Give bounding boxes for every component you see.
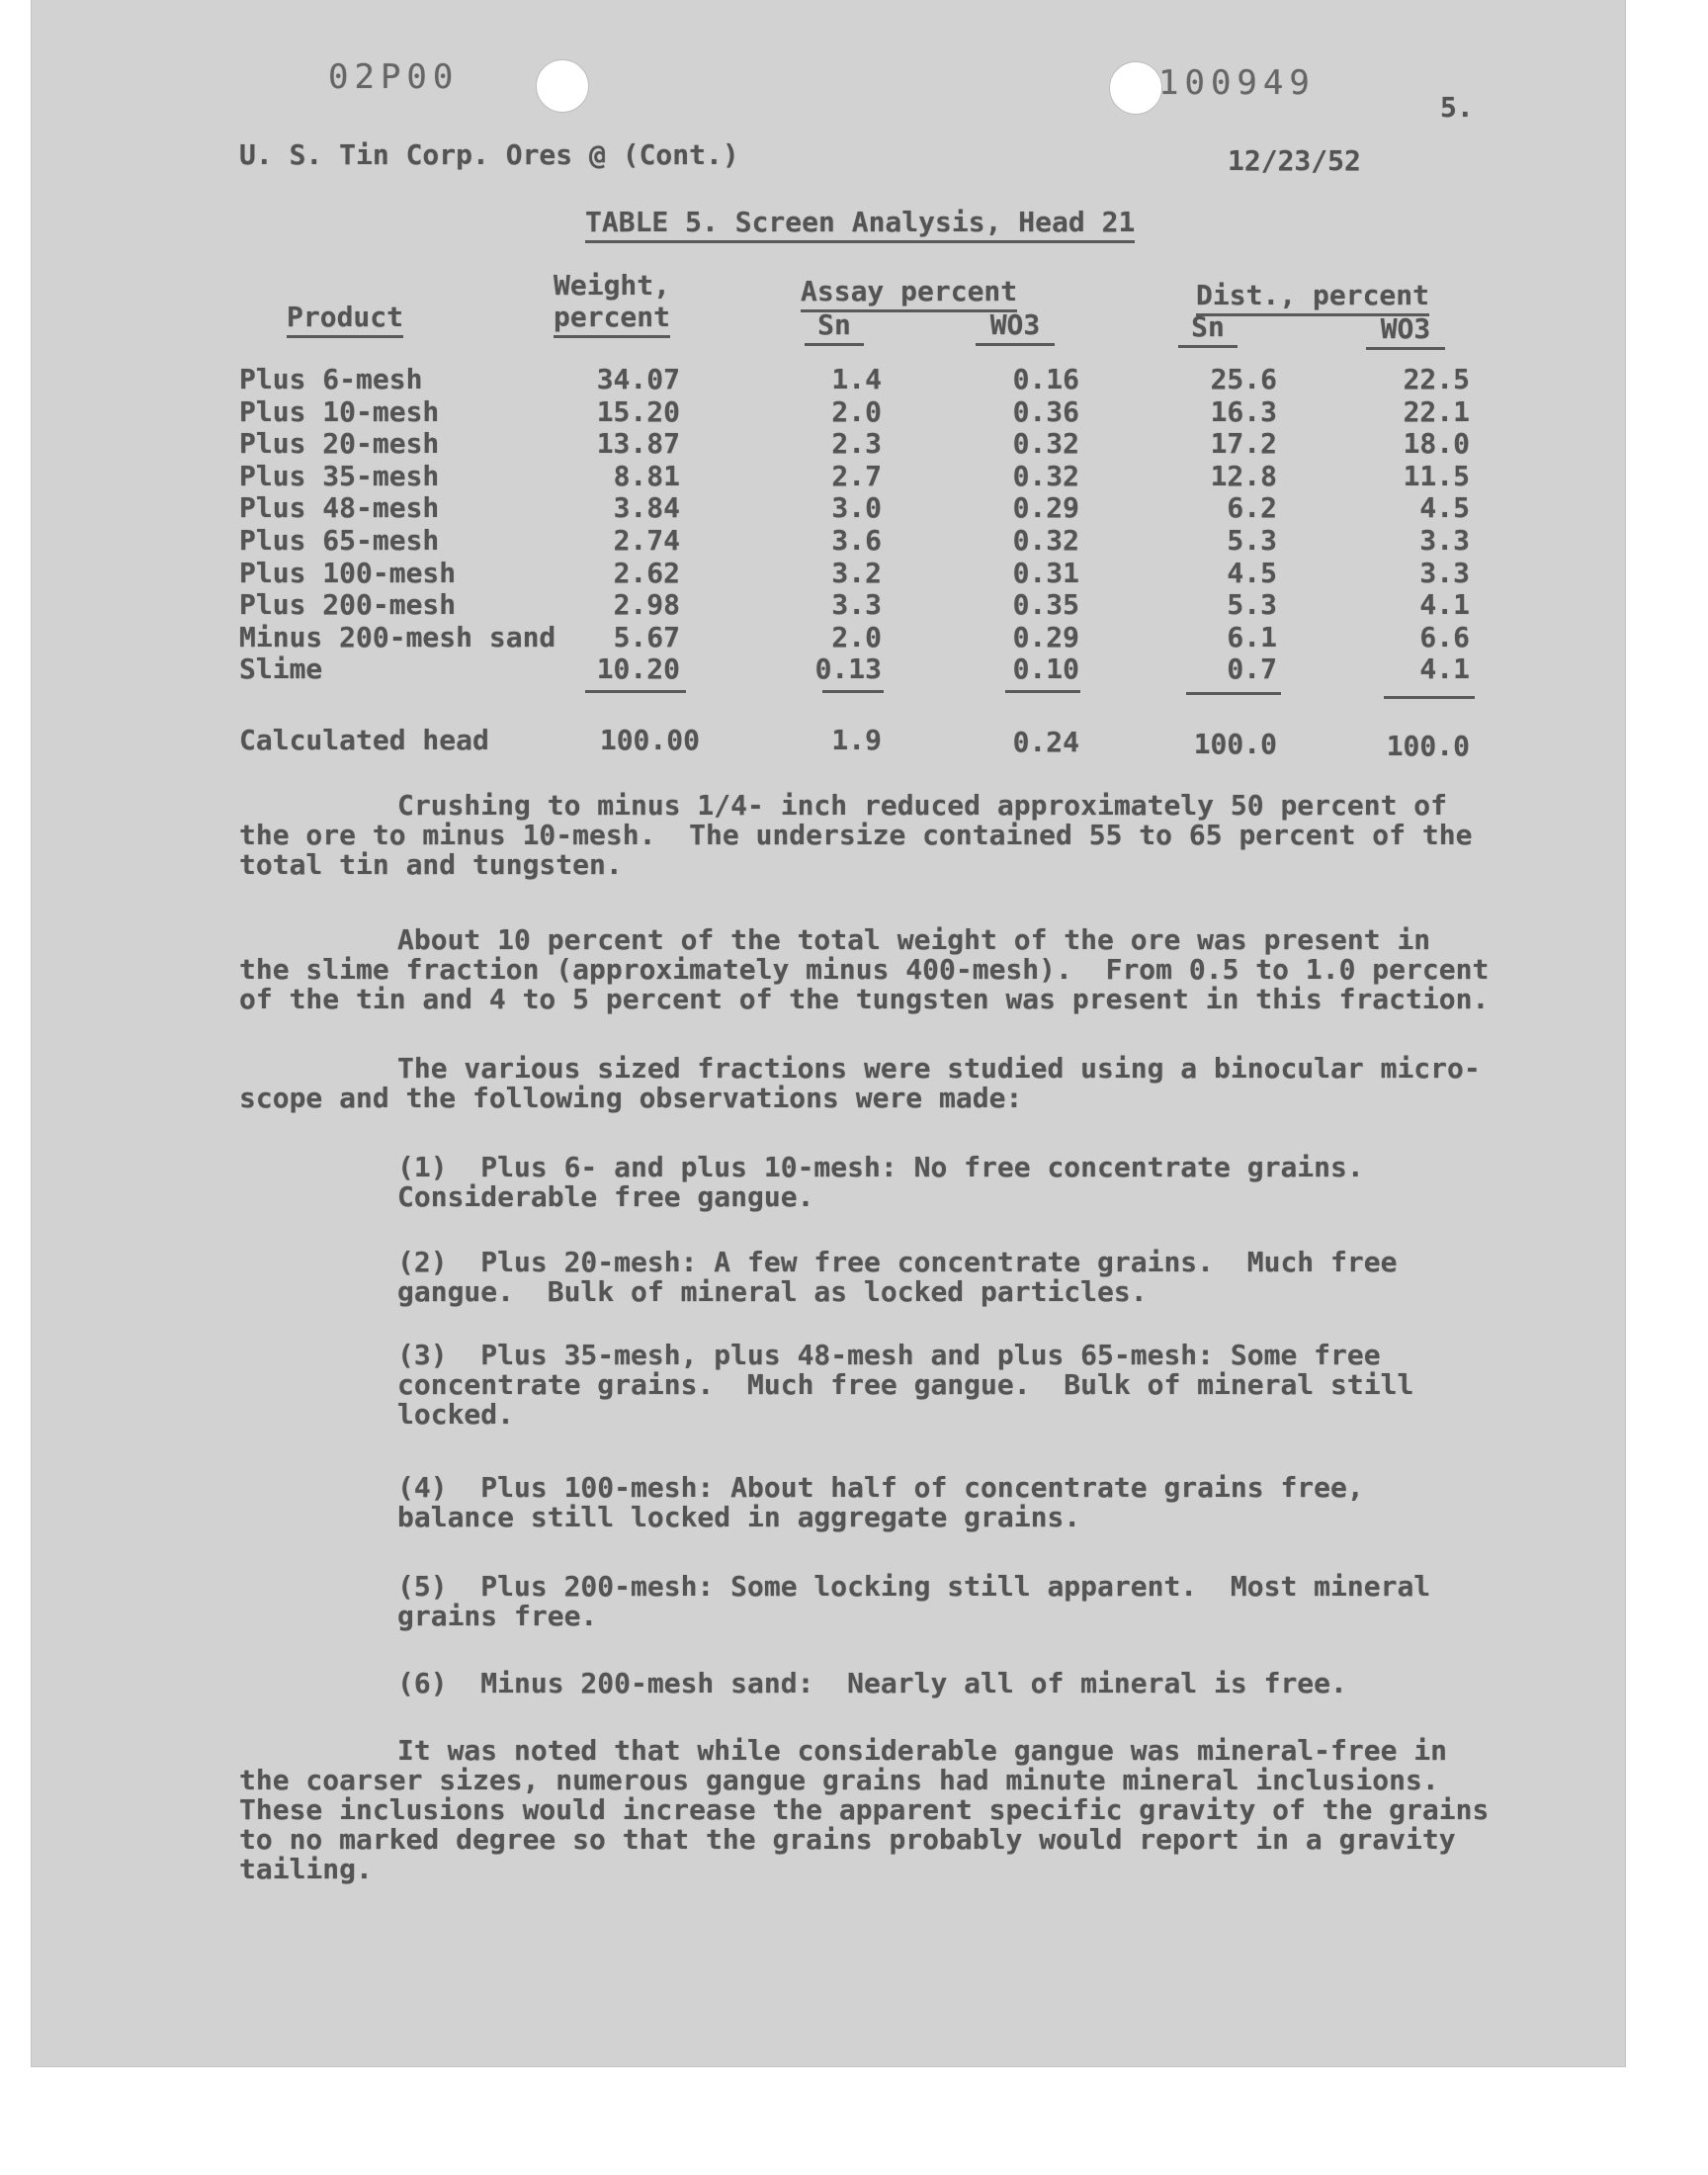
punch-hole-right xyxy=(1109,61,1162,115)
table-cell-dist-sn: 5.3 xyxy=(1227,523,1277,557)
table-cell-assay-wo3: 0.32 xyxy=(1012,459,1079,492)
table-cell-assay-sn: 2.0 xyxy=(831,394,882,428)
table-cell-assay-wo3: 0.16 xyxy=(1012,363,1079,395)
column-header-weight-line1: Weight, xyxy=(554,269,671,302)
table-cell-dist-wo3: 18.0 xyxy=(1403,427,1470,461)
paragraph-line: the ore to minus 10-mesh. The undersize contained 55 to 65 percent of the xyxy=(239,819,1473,851)
table-cell-weight: 34.07 xyxy=(596,363,680,395)
observation-line: Considerable free gangue. xyxy=(397,1180,814,1213)
document-stamp-left: 02P00 xyxy=(328,57,460,97)
table-cell-product: Plus 48-mesh xyxy=(239,491,440,525)
product-column xyxy=(239,364,595,686)
column-header-assay-sn: Sn xyxy=(805,308,864,346)
assay-wo3-column xyxy=(971,364,1079,686)
paragraph-line: total tin and tungsten. xyxy=(239,848,623,881)
sum-rule-assay-wo3 xyxy=(1005,690,1080,693)
total-row-label: Calculated head xyxy=(239,724,489,756)
table-cell-product: Plus 6-mesh xyxy=(239,363,423,395)
table-cell-assay-wo3: 0.32 xyxy=(1012,427,1079,461)
table-title: TABLE 5. Screen Analysis, Head 21 xyxy=(585,206,1135,243)
paragraph-line: These inclusions would increase the apparent specific gravity of the grains xyxy=(239,1793,1490,1826)
table-cell-product: Slime xyxy=(239,652,323,686)
table-cell-assay-sn: 2.0 xyxy=(831,620,882,653)
sum-rule-weight xyxy=(585,690,686,693)
observation-line: balance still locked in aggregate grains. xyxy=(397,1501,1081,1533)
table-cell-weight: 10.20 xyxy=(596,652,680,686)
table-cell-assay-sn: 3.2 xyxy=(831,556,882,589)
observation-line: locked. xyxy=(397,1398,515,1431)
dist-sn-column xyxy=(1168,364,1277,686)
table-cell-assay-wo3: 0.29 xyxy=(1012,620,1079,653)
page-number: 5. xyxy=(1440,91,1474,124)
table-cell-assay-wo3: 0.10 xyxy=(1012,652,1079,686)
table-cell-dist-sn: 4.5 xyxy=(1227,556,1277,589)
sum-rule-assay-sn xyxy=(822,690,884,693)
assay-sn-column xyxy=(793,364,882,686)
observation-line: (2) Plus 20-mesh: A few free concentrate grains. Much free xyxy=(397,1246,1398,1278)
document-stamp-right: 100949 xyxy=(1158,63,1316,103)
column-header-assay-wo3: WO3 xyxy=(976,308,1055,346)
table-cell-weight: 3.84 xyxy=(613,491,680,525)
table-cell-dist-sn: 5.3 xyxy=(1227,588,1277,622)
column-header-assay: Assay percent xyxy=(801,275,1017,312)
table-cell-dist-wo3: 3.3 xyxy=(1419,523,1470,557)
paragraph-line: It was noted that while considerable gangue was mineral-free in xyxy=(397,1734,1448,1767)
paragraph-line: tailing. xyxy=(239,1853,373,1885)
column-header-product: Product xyxy=(287,301,403,338)
table-cell-dist-wo3: 4.1 xyxy=(1419,652,1470,686)
observation-line: (4) Plus 100-mesh: About half of concentrate grains free, xyxy=(397,1471,1364,1504)
observation-line: (5) Plus 200-mesh: Some locking still apparent. Most mineral xyxy=(397,1570,1431,1603)
column-header-weight-line2: percent xyxy=(554,301,670,338)
observation-line: concentrate grains. Much free gangue. Bulk of mineral still xyxy=(397,1368,1414,1401)
document-page xyxy=(32,0,1625,2066)
table-cell-assay-sn: 3.6 xyxy=(831,523,882,557)
paragraph-line: the coarser sizes, numerous gangue grains had minute mineral inclusions. xyxy=(239,1764,1439,1796)
paragraph-line: the slime fraction (approximately minus 400-mesh). From 0.5 to 1.0 percent xyxy=(239,953,1490,986)
table-cell-weight: 2.98 xyxy=(613,588,680,622)
punch-hole-left xyxy=(536,59,589,113)
table-cell-weight: 13.87 xyxy=(596,427,680,461)
table-cell-weight: 5.67 xyxy=(613,620,680,653)
table-cell-assay-wo3: 0.35 xyxy=(1012,588,1079,622)
table-cell-product: Minus 200-mesh sand xyxy=(239,620,556,653)
column-header-dist-sn: Sn xyxy=(1178,310,1238,348)
table-cell-weight: 2.62 xyxy=(613,556,680,589)
table-cell-dist-wo3: 6.6 xyxy=(1419,620,1470,653)
table-cell-dist-wo3: 11.5 xyxy=(1403,459,1470,492)
observation-line: (6) Minus 200-mesh sand: Nearly all of mineral is free. xyxy=(397,1667,1347,1699)
weight-column xyxy=(565,364,680,686)
paragraph-line: of the tin and 4 to 5 percent of the tungsten was present in this fraction. xyxy=(239,983,1490,1015)
table-cell-dist-sn: 6.2 xyxy=(1227,491,1277,525)
table-cell-dist-sn: 6.1 xyxy=(1227,620,1277,653)
total-dist-sn: 100.0 xyxy=(1193,728,1277,760)
total-dist-wo3: 100.0 xyxy=(1386,730,1470,762)
table-cell-product: Plus 200-mesh xyxy=(239,588,457,622)
total-assay-wo3: 0.24 xyxy=(1012,726,1079,758)
table-cell-product: Plus 35-mesh xyxy=(239,459,440,492)
table-cell-dist-sn: 12.8 xyxy=(1210,459,1277,492)
table-cell-weight: 8.81 xyxy=(613,459,680,492)
table-cell-dist-wo3: 4.1 xyxy=(1419,588,1470,622)
table-cell-product: Plus 100-mesh xyxy=(239,556,457,589)
table-cell-product: Plus 10-mesh xyxy=(239,394,440,428)
column-header-dist-wo3: WO3 xyxy=(1366,312,1445,350)
sum-rule-dist-wo3 xyxy=(1384,696,1475,699)
column-header-dist: Dist., percent xyxy=(1196,279,1429,316)
table-cell-dist-wo3: 3.3 xyxy=(1419,556,1470,589)
table-cell-assay-wo3: 0.32 xyxy=(1012,523,1079,557)
observation-line: (3) Plus 35-mesh, plus 48-mesh and plus 65-mesh: Some free xyxy=(397,1339,1381,1371)
table-cell-dist-wo3: 22.1 xyxy=(1403,394,1470,428)
table-cell-weight: 2.74 xyxy=(613,523,680,557)
table-cell-assay-wo3: 0.29 xyxy=(1012,491,1079,525)
observation-line: grains free. xyxy=(397,1600,598,1632)
table-cell-dist-sn: 25.6 xyxy=(1210,363,1277,395)
header-date: 12/23/52 xyxy=(1228,144,1361,177)
table-cell-dist-sn: 0.7 xyxy=(1227,652,1277,686)
table-cell-assay-sn: 2.7 xyxy=(831,459,882,492)
table-cell-weight: 15.20 xyxy=(596,394,680,428)
table-cell-assay-wo3: 0.36 xyxy=(1012,394,1079,428)
table-cell-assay-sn: 2.3 xyxy=(831,427,882,461)
table-cell-assay-sn: 0.13 xyxy=(814,652,882,686)
table-cell-dist-wo3: 4.5 xyxy=(1419,491,1470,525)
dist-wo3-column xyxy=(1361,364,1470,686)
header-title: U. S. Tin Corp. Ores @ (Cont.) xyxy=(239,138,739,171)
table-cell-assay-sn: 1.4 xyxy=(831,363,882,395)
table-cell-product: Plus 65-mesh xyxy=(239,523,440,557)
paragraph-line: The various sized fractions were studied using a binocular micro- xyxy=(397,1052,1481,1085)
paragraph-line: About 10 percent of the total weight of the ore was present in xyxy=(397,923,1431,956)
table-cell-product: Plus 20-mesh xyxy=(239,427,440,461)
observation-line: gangue. Bulk of mineral as locked particles. xyxy=(397,1275,1148,1308)
table-cell-dist-sn: 16.3 xyxy=(1210,394,1277,428)
table-cell-dist-wo3: 22.5 xyxy=(1403,363,1470,395)
total-weight: 100.00 xyxy=(599,724,700,756)
paragraph-line: to no marked degree so that the grains probably would report in a gravity xyxy=(239,1823,1456,1856)
observation-line: (1) Plus 6- and plus 10-mesh: No free concentrate grains. xyxy=(397,1151,1364,1183)
table-cell-assay-sn: 3.0 xyxy=(831,491,882,525)
paragraph-line: scope and the following observations were made: xyxy=(239,1082,1023,1114)
total-assay-sn: 1.9 xyxy=(831,724,882,756)
table-cell-dist-sn: 17.2 xyxy=(1210,427,1277,461)
table-cell-assay-wo3: 0.31 xyxy=(1012,556,1079,589)
table-cell-assay-sn: 3.3 xyxy=(831,588,882,622)
paragraph-line: Crushing to minus 1/4- inch reduced approximately 50 percent of xyxy=(397,789,1448,822)
sum-rule-dist-sn xyxy=(1186,692,1281,695)
